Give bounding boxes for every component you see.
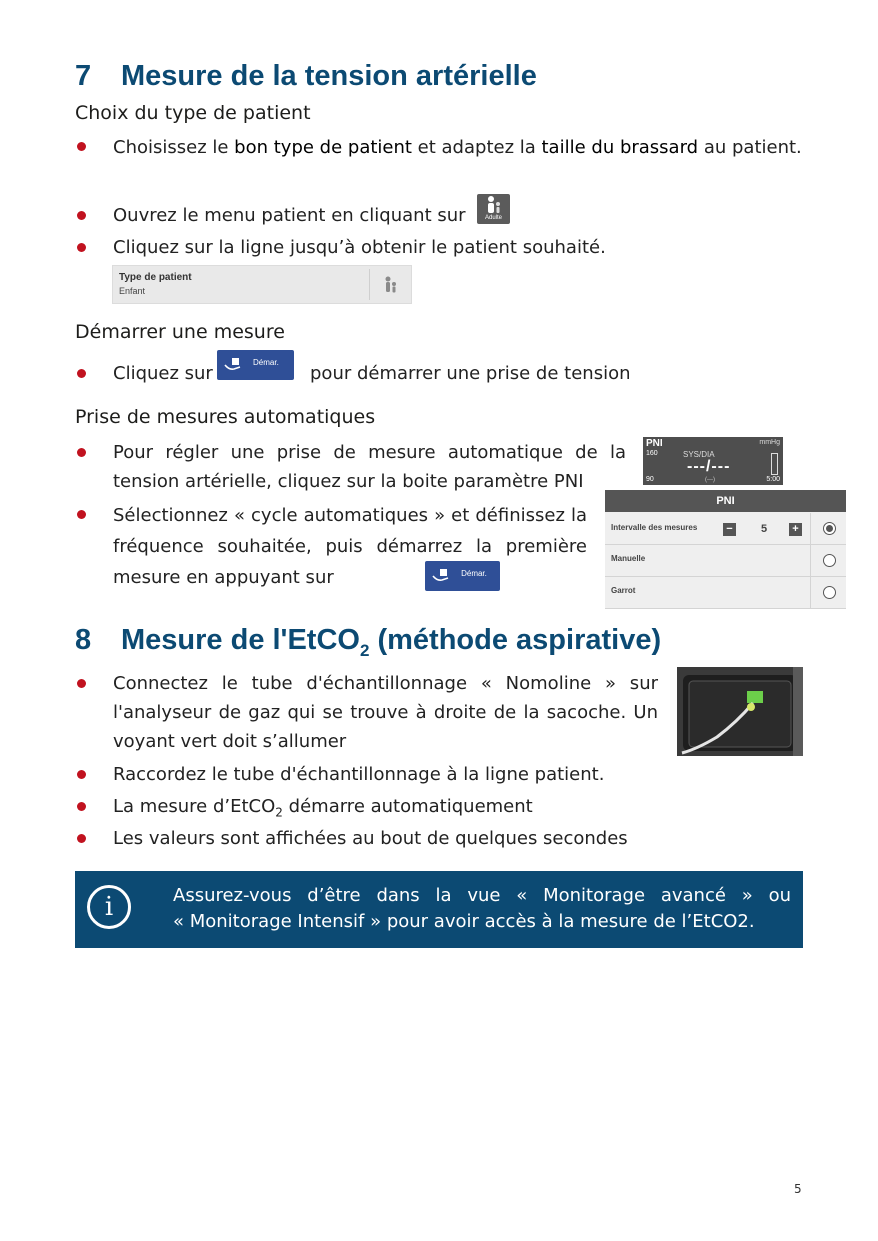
adult-patient-button[interactable] [477, 194, 510, 224]
bullet-icon [77, 679, 86, 688]
pni-value: ---/--- [687, 458, 731, 475]
bullet-text: Ouvrez le menu patient en cliquant sur [113, 205, 466, 226]
subheading-patient-type: Choix du type de patient [75, 102, 311, 124]
bullet-text-start: Cliquez sur [113, 363, 213, 384]
subheading-start-measure: Démarrer une mesure [75, 321, 285, 343]
radio-manual[interactable] [823, 554, 836, 567]
bullet-icon [77, 448, 86, 457]
bullet-text: Raccordez le tube d'échantillonnage à la ligne patient. [113, 764, 605, 785]
bullet-icon [77, 834, 86, 843]
subheading-auto-measure: Prise de mesures automatiques [75, 406, 376, 428]
start-measure-button[interactable] [425, 561, 500, 591]
radio-tourniquet[interactable] [823, 586, 836, 599]
patient-type-selector[interactable] [112, 265, 412, 304]
interval-value: 5 [761, 523, 768, 535]
info-callout [75, 871, 803, 948]
pni-row-label: Garrot [611, 586, 636, 595]
pni-high-limit: 160 [646, 450, 658, 457]
pni-sub-value: (---) [705, 477, 715, 483]
info-text-line1: Assurez-vous d’être dans la vue « Monitorage avancé » ou [173, 885, 791, 906]
cuff-icon [431, 568, 451, 582]
bullet-text-start-post: pour démarrer une prise de tension [310, 363, 631, 384]
section-number: 8 [75, 624, 92, 656]
decrement-button[interactable]: − [723, 523, 736, 536]
pni-row-tourniquet[interactable] [605, 577, 846, 609]
bullet-icon [77, 142, 86, 151]
gas-analyzer-photo [677, 667, 803, 756]
pni-sysdia-label: SYS/DIA [683, 450, 715, 459]
pni-low-limit: 90 [646, 476, 654, 483]
patient-type-label: Type de patient [119, 272, 192, 283]
pni-unit: mmHg [759, 439, 780, 446]
pni-settings-menu [605, 490, 846, 608]
bullet-text: Connectez le tube d'échantillonnage « Nomoline » sur l'analyseur de gaz qui se trouve à droite de la sacoche. Un voyant vert doit s’allumer [113, 673, 658, 752]
section-number: 7 [75, 60, 92, 92]
adult-person-icon [477, 194, 510, 216]
bullet-icon [77, 770, 86, 779]
pni-row-label: Intervalle des mesures [611, 523, 698, 532]
start-measure-button[interactable] [217, 350, 294, 380]
pni-timer: 5:00 [766, 476, 780, 483]
bullet-text: Les valeurs sont affichées au bout de quelques secondes [113, 828, 628, 849]
page-number: 5 [794, 1182, 802, 1196]
pni-row-label: Manuelle [611, 554, 646, 563]
gas-analyzer-photo-icon [677, 667, 803, 756]
bullet-text: Cliquez sur la ligne jusqu’à obtenir le patient souhaité. [113, 237, 606, 258]
bullet-icon [77, 510, 86, 519]
bullet-text: La mesure d’EtCO$_2$ démarre automatiquement [113, 796, 533, 820]
pni-row-interval[interactable] [605, 513, 846, 545]
bullet-icon [77, 211, 86, 220]
pni-menu-title: PNI [605, 490, 846, 512]
pni-row-manual[interactable] [605, 545, 846, 577]
section-7-heading [75, 60, 537, 93]
section-8-heading [75, 624, 661, 661]
pni-gauge-icon [771, 453, 778, 475]
increment-button[interactable]: + [789, 523, 802, 536]
info-text-line2: « Monitorage Intensif » pour avoir accès à la mesure de l’EtCO2. [173, 911, 755, 932]
patient-type-value: Enfant [119, 286, 146, 296]
pni-label: PNI [646, 438, 663, 449]
adult-label: Adulte [484, 215, 502, 221]
radio-interval-selected[interactable] [823, 522, 836, 535]
bullet-icon [77, 802, 86, 811]
child-person-icon [381, 275, 401, 295]
info-icon: i [87, 885, 131, 929]
pni-parameter-tile[interactable] [643, 437, 783, 485]
start-button-label: Démar. [461, 569, 487, 578]
bullet-text: Pour régler une prise de mesure automatique de la tension artérielle, cliquez sur la boite paramètre PNI [113, 442, 626, 492]
section-title: Mesure de la tension artérielle [121, 60, 537, 92]
bullet-text: Choisissez le bon type de patient et adaptez la taille du brassard au patient. [113, 137, 802, 158]
bullet-text: Sélectionnez « cycle automatiques » et définissez la fréquence souhaitée, puis démarrez la première mesure en appuyant sur [113, 505, 587, 588]
bullet-icon [77, 369, 86, 378]
start-button-label: Démar. [253, 358, 279, 367]
bullet-icon [77, 243, 86, 252]
cuff-icon [223, 357, 243, 371]
section-title: Mesure de l'EtCO$_2$ (méthode aspirative) [121, 624, 662, 660]
